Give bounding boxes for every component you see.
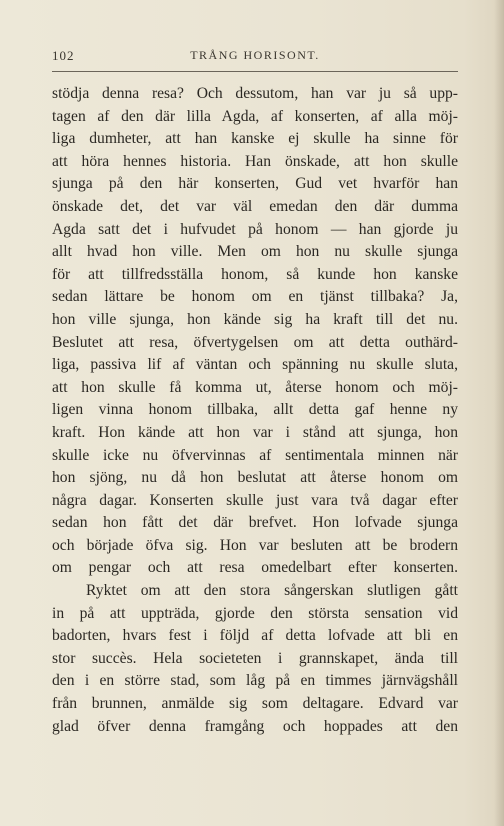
text-line: allt hvad hon ville. Men om hon nu skulle sjunga (52, 243, 458, 261)
text-line: för att tillfredsställa honom, så kunde hon kanske (52, 265, 458, 283)
text-line: Beslutet att resa, öfvertygelsen om att detta outhärd- (52, 333, 458, 351)
text-line: sjunga på den här konserten, Gud vet hvarför han (52, 175, 458, 193)
running-head: TRÅNG HORISONT. (190, 48, 320, 62)
page-edge-shadow (494, 0, 504, 826)
text-line: tagen af den där lilla Agda, af konserten, af alla möj- (52, 107, 458, 125)
text-line: stor succès. Hela societeten i grannskapet, ända till (52, 649, 458, 667)
text-line: att hon skulle få komma ut, återse honom och möj- (52, 378, 458, 396)
text-line: den i en större stad, som låg på en timmes järnvägshåll (52, 672, 458, 690)
text-line: sedan hon fått det där brefvet. Hon lofvade sjunga (52, 514, 458, 532)
header-rule (52, 71, 458, 72)
text-line: stödja denna resa? Och dessutom, han var ju så upp- (52, 85, 458, 102)
text-line: Agda satt det i hufvudet på honom — han gjorde ju (52, 220, 458, 238)
text-line: ligen vinna honom tillbaka, allt detta gaf henne ny (52, 401, 458, 419)
text-line: badorten, hvars fest i följd af detta lofvade att bli en (52, 627, 458, 645)
text-line: och började öfva sig. Hon var besluten att be brodern (52, 536, 458, 554)
paragraph-first-line: Ryktet om att den stora sångerskan slutligen gått (86, 582, 458, 600)
page-header (52, 48, 458, 68)
text-line: liga dumheter, att han kanske ej skulle ha sinne för (52, 130, 458, 148)
body-text (52, 83, 458, 738)
text-line: några dagar. Konserten skulle just vara två dagar efter (52, 491, 458, 509)
page-number: 102 (52, 48, 75, 63)
text-line: hon ville sjunga, hon kände sig ha kraft till det nu. (52, 310, 458, 328)
text-line: från brunnen, anmälde sig som deltagare. Edvard var (52, 695, 458, 713)
text-line: liga, passiva lif af väntan och spänning nu skulle sluta, (52, 356, 458, 374)
text-line: skulle icke nu öfvervinnas af sentimentala minnen när (52, 446, 458, 464)
text-line: om pengar och att resa omedelbart efter konserten. (52, 559, 458, 577)
text-line: önskade det, det var väl emedan den där dumma (52, 197, 458, 215)
text-line: kraft. Hon kände att hon var i stånd att sjunga, hon (52, 423, 458, 441)
text-line: hon sjöng, nu då hon beslutat att återse honom om (52, 469, 458, 487)
text-line: att höra hennes historia. Han önskade, att hon skulle (52, 152, 458, 170)
text-line: sedan lättare be honom om en tjänst tillbaka? Ja, (52, 288, 458, 306)
text-line: glad öfver denna framgång och hoppades att den (52, 717, 458, 735)
text-line: in på att uppträda, gjorde den största sensation vid (52, 604, 458, 622)
